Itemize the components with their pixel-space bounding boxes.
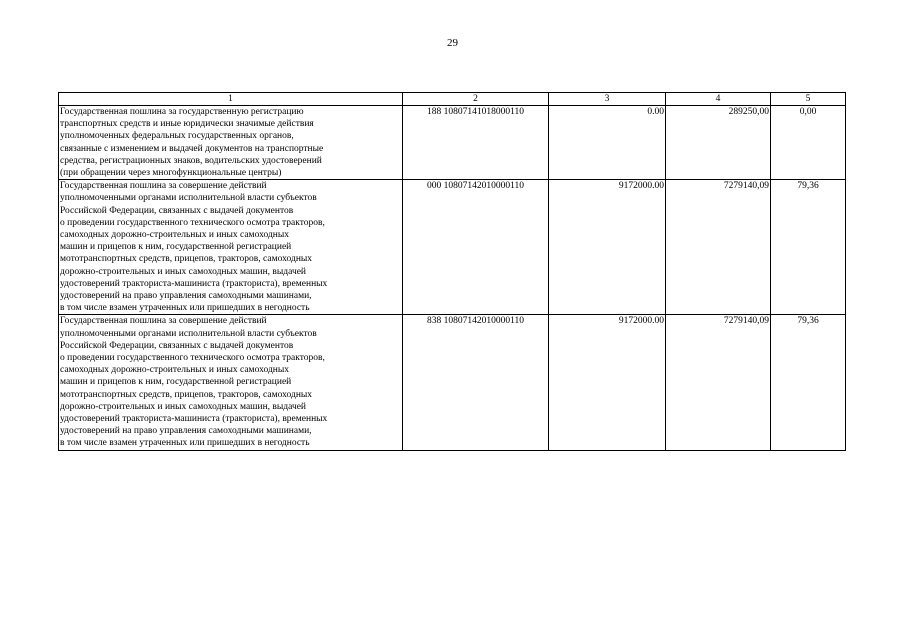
income-name-line: Государственная пошлина за совершение действий — [60, 316, 267, 327]
income-name-line: о проведении государственного технического осмотра тракторов, — [60, 353, 325, 364]
planned-amount-cell: 9172000.00 — [549, 180, 666, 315]
income-name-line: удостоверений на право управления самоходными машинами, — [60, 426, 312, 437]
income-name-line: Российской Федерации, связанных с выдачей документов — [60, 340, 294, 351]
income-name-line: удостоверений тракториста-машиниста (тракториста), временных — [60, 414, 328, 425]
income-name-line: уполномоченных федеральных государственных органов, — [60, 131, 294, 142]
income-name-line: транспортных средств и иные юридически значимые действия — [60, 119, 314, 130]
budget-code-cell: 000 10807142010000110 — [403, 180, 549, 315]
income-name-line: машин и прицепов к ним, государственной регистрацией — [60, 242, 292, 253]
income-name-line: средства, регистрационных знаков, водительских удостоверений — [60, 155, 322, 166]
table-header-row — [59, 93, 846, 106]
income-name-line: удостоверений на право управления самоходными машинами, — [60, 291, 312, 302]
income-name-line: дорожно-строительных и иных самоходных машин, выдачей — [60, 401, 307, 412]
execution-percent-cell: 79,36 — [771, 315, 846, 450]
income-name-line: о проведении государственного технического осмотра тракторов, — [60, 217, 325, 228]
column-header-3: 3 — [549, 93, 666, 106]
income-name-line: (при обращении через многофункциональные центры) — [60, 168, 282, 179]
table-body — [59, 106, 846, 451]
budget-code-cell: 838 10807142010000110 — [403, 315, 549, 450]
income-name-cell — [59, 315, 403, 450]
income-name-line: мототранспортных средств, прицепов, тракторов, самоходных — [60, 254, 313, 265]
income-name-line: связанные с изменением и выдачей документов на транспортные — [60, 143, 324, 154]
income-name-line: в том числе взамен утраченных или пришедших в негодность — [60, 438, 310, 449]
income-name-line: уполномоченными органами исполнительной власти субъектов — [60, 328, 317, 339]
column-header-4: 4 — [666, 93, 771, 106]
income-name-line: Российской Федерации, связанных с выдачей документов — [60, 205, 294, 216]
page-number: 29 — [447, 37, 458, 49]
income-name-line: дорожно-строительных и иных самоходных машин, выдачей — [60, 266, 307, 277]
income-name-line: Государственная пошлина за государственную регистрацию — [60, 107, 304, 117]
column-header-2: 2 — [403, 93, 549, 106]
budget-table — [58, 92, 846, 451]
income-name-line: Государственная пошлина за совершение действий — [60, 181, 267, 192]
actual-amount-cell: 289250,00 — [666, 106, 771, 180]
income-name-line: самоходных дорожно-строительных и иных самоходных — [60, 365, 289, 376]
planned-amount-cell: 0.00 — [549, 106, 666, 180]
planned-amount-cell: 9172000.00 — [549, 315, 666, 450]
income-name-line: удостоверений тракториста-машиниста (тракториста), временных — [60, 278, 328, 289]
income-name-line: уполномоченными органами исполнительной власти субъектов — [60, 193, 317, 204]
actual-amount-cell: 7279140,09 — [666, 180, 771, 315]
income-name-line: самоходных дорожно-строительных и иных самоходных — [60, 230, 289, 241]
execution-percent-cell: 79,36 — [771, 180, 846, 315]
column-header-5: 5 — [771, 93, 846, 106]
income-name-line: в том числе взамен утраченных или пришедших в негодность — [60, 303, 310, 314]
execution-percent-cell: 0,00 — [771, 106, 846, 180]
table-row — [59, 315, 846, 450]
income-name-cell — [59, 180, 403, 315]
column-header-1: 1 — [59, 93, 403, 106]
table-row — [59, 180, 846, 315]
table-row — [59, 106, 846, 180]
income-name-line: машин и прицепов к ним, государственной регистрацией — [60, 377, 292, 388]
income-name-cell — [59, 106, 403, 180]
income-name-line: мототранспортных средств, прицепов, тракторов, самоходных — [60, 389, 313, 400]
budget-code-cell: 188 10807141018000110 — [403, 106, 549, 180]
actual-amount-cell: 7279140,09 — [666, 315, 771, 450]
